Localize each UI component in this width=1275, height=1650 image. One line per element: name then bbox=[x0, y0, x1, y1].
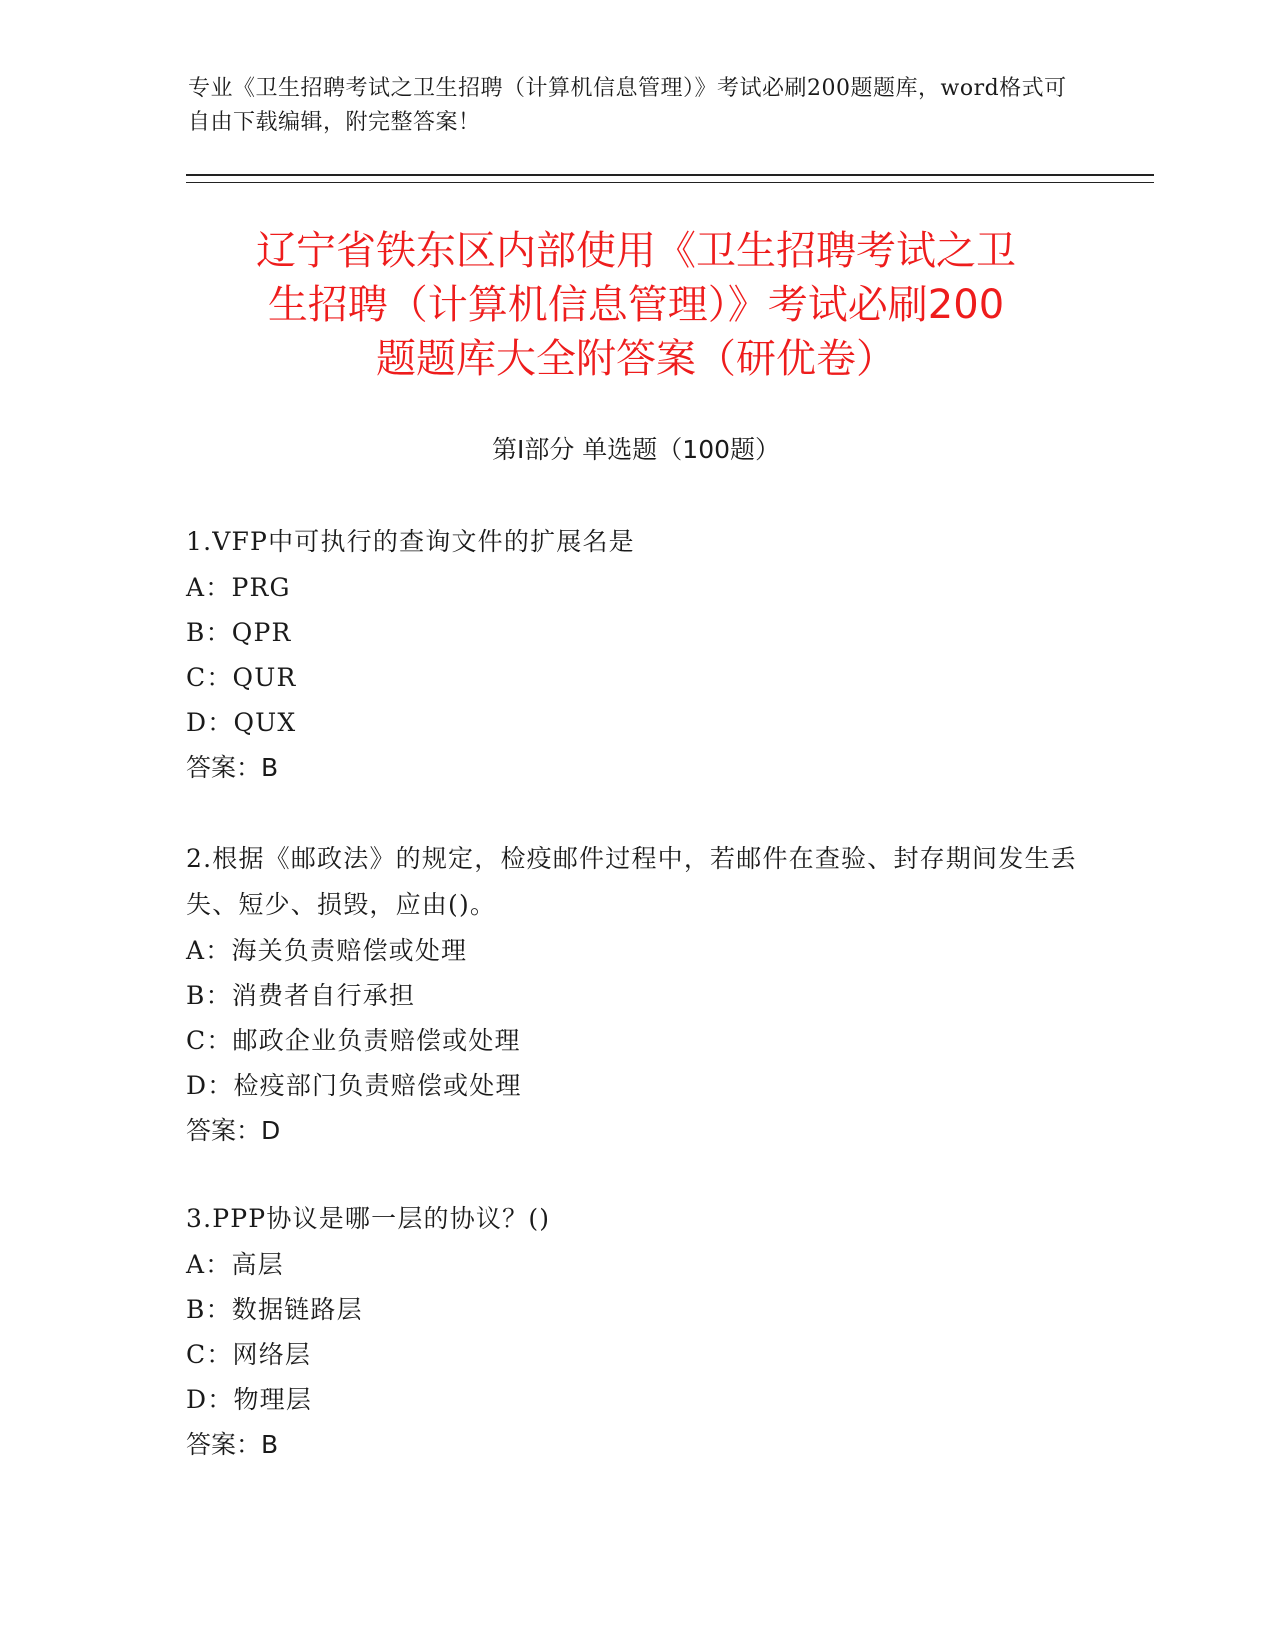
option-c: C：QUR bbox=[186, 663, 297, 692]
document-title bbox=[186, 224, 1086, 386]
option-a: A：PRG bbox=[186, 573, 291, 602]
document-title-line-1: 辽宁省铁东区内部使用《卫生招聘考试之卫 bbox=[256, 228, 1016, 274]
answer-line: 答案：B bbox=[186, 753, 279, 782]
option-a: A：高层 bbox=[186, 1250, 284, 1279]
section-heading: 第Ⅰ部分 单选题（100题） bbox=[491, 435, 781, 464]
option-c: C：网络层 bbox=[186, 1340, 312, 1369]
option-d: D：QUX bbox=[186, 708, 297, 737]
question-text: 2.根据《邮政法》的规定，检疫邮件过程中，若邮件在查验、封存期间发生丢失、短少、损毁，应由()。 bbox=[186, 844, 1077, 919]
header-divider-thick bbox=[186, 174, 1154, 176]
header-divider-thin bbox=[186, 182, 1154, 183]
option-c: C：邮政企业负责赔偿或处理 bbox=[186, 1026, 521, 1055]
question-item bbox=[186, 1196, 1086, 1468]
header-note: 专业《卫生招聘考试之卫生招聘（计算机信息管理）》考试必刷200题题库，word格式可自由下载编辑，附完整答案！ bbox=[188, 76, 1067, 135]
document-title-line-2: 生招聘（计算机信息管理）》考试必刷200 bbox=[267, 282, 1005, 328]
option-b: B：数据链路层 bbox=[186, 1295, 363, 1324]
question-text: 1.VFP中可执行的查询文件的扩展名是 bbox=[186, 527, 635, 556]
option-b: B：QPR bbox=[186, 618, 292, 647]
document-title-line-3: 题题库大全附答案（研优卷） bbox=[376, 336, 896, 382]
option-a: A：海关负责赔偿或处理 bbox=[186, 936, 468, 965]
question-item bbox=[186, 519, 1086, 791]
answer-line: 答案：B bbox=[186, 1430, 279, 1459]
question-item bbox=[186, 836, 1086, 1154]
question-text: 3.PPP协议是哪一层的协议？() bbox=[186, 1204, 551, 1233]
option-b: B：消费者自行承担 bbox=[186, 981, 416, 1010]
option-d: D：物理层 bbox=[186, 1385, 313, 1414]
option-d: D：检疫部门负责赔偿或处理 bbox=[186, 1071, 522, 1100]
answer-line: 答案：D bbox=[186, 1116, 281, 1145]
